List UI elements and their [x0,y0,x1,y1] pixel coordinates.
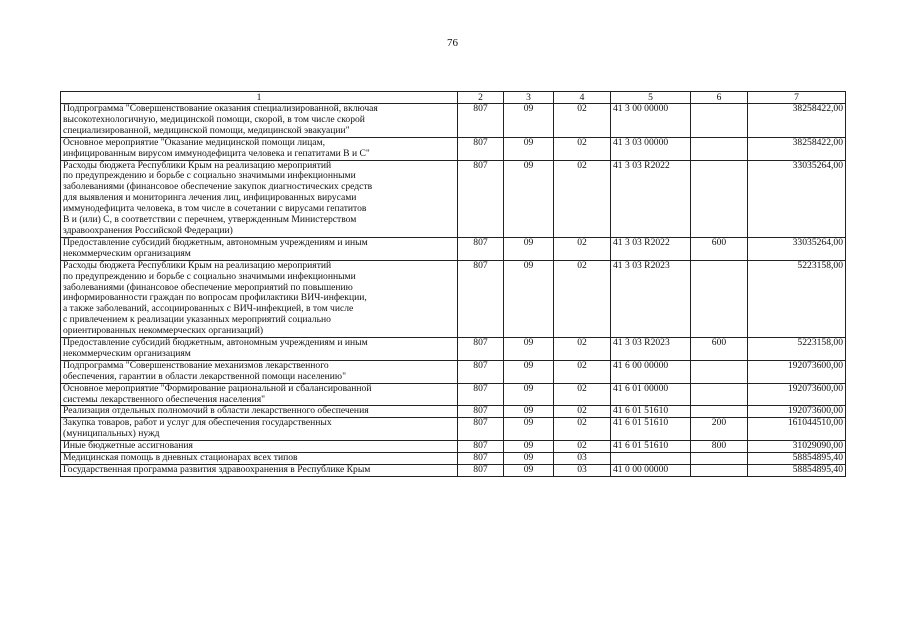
row-amount: 192073600,00 [748,383,846,406]
row-name-line: Расходы бюджета Республики Крым на реализацию мероприятий [63,159,332,171]
row-ved: 807 [458,360,504,383]
row-section: 09 [504,338,554,361]
row-section: 09 [504,237,554,260]
row-name-line: Реализация отдельных полномочий в области лекарственного обеспечения [63,405,369,417]
row-subsection: 02 [554,406,611,418]
table-row [61,441,846,453]
row-name-line: обеспечения, гарантии в области лекарственной помощи населению" [63,370,347,382]
row-ved: 807 [458,137,504,160]
row-subsection: 02 [554,360,611,383]
row-ved: 807 [458,237,504,260]
header-col-name: 1 [61,92,458,104]
row-name [61,465,458,477]
row-name-line: заболеваниями (финансовое обеспечение мероприятий по повышению [63,281,353,293]
row-name [61,418,458,441]
row-section: 09 [504,104,554,138]
row-ved: 807 [458,465,504,477]
row-name-line: инфицированным вирусом иммунодефицита человека и гепатитами В и С" [63,147,370,159]
row-target-article: 41 3 03 R2023 [611,260,691,337]
row-expense-type [691,383,748,406]
header-col-subsection: 4 [554,92,611,104]
row-section: 09 [504,418,554,441]
row-section: 09 [504,160,554,237]
row-name [61,453,458,465]
row-name-line: Основное мероприятие "Формирование рациональной и сбалансированной [63,382,372,394]
row-ved: 807 [458,418,504,441]
row-name [61,338,458,361]
row-name-line: высокотехнологичную, медицинской помощи, скорой, в том числе скорой [63,113,365,125]
row-subsection: 02 [554,104,611,138]
header-col-target-article: 5 [611,92,691,104]
row-target-article: 41 3 03 R2022 [611,237,691,260]
row-name-line: Расходы бюджета Республики Крым на реализацию мероприятий [63,259,332,271]
row-subsection: 02 [554,338,611,361]
row-name-line: Закупка товаров, работ и услуг для обеспечения государственных [63,417,332,429]
row-amount: 31029090,00 [748,441,846,453]
table-row [61,137,846,160]
row-subsection: 02 [554,160,611,237]
row-name-line: Подпрограмма "Совершенствование механизмов лекарственного [63,359,329,371]
row-section: 09 [504,383,554,406]
row-name [61,383,458,406]
row-amount: 38258422,00 [748,104,846,138]
table-body [61,104,846,477]
row-subsection: 02 [554,441,611,453]
row-subsection: 02 [554,383,611,406]
row-name [61,104,458,138]
row-target-article: 41 6 01 51610 [611,418,691,441]
row-name-line: а также заболеваний, ассоциированных с ВИЧ-инфекцией, в том числе [63,303,354,315]
row-amount: 161044510,00 [748,418,846,441]
row-subsection: 02 [554,418,611,441]
row-name-line: с привлечением к реализации указанных мероприятий социально [63,314,331,326]
row-name-line: заболеваниями (финансовое обеспечение закупок диагностических средств [63,181,373,193]
table-row [61,453,846,465]
row-name [61,360,458,383]
row-section: 09 [504,260,554,337]
row-name-line: Иные бюджетные ассигнования [63,440,193,452]
row-amount: 5223158,00 [748,260,846,337]
table-row [61,104,846,138]
row-expense-type [691,104,748,138]
budget-table [60,91,846,477]
row-amount: 192073600,00 [748,360,846,383]
row-amount: 33035264,00 [748,160,846,237]
row-name-line: иммунодефицита человека, в том числе в сочетании с вирусами гепатитов [63,203,367,215]
row-ved: 807 [458,104,504,138]
row-ved: 807 [458,260,504,337]
row-amount: 5223158,00 [748,338,846,361]
row-name-line: специализированной, медицинской помощи, медицинской эвакуации" [63,124,350,136]
row-target-article: 41 6 01 51610 [611,406,691,418]
row-amount: 58854895,40 [748,465,846,477]
header-col-ved: 2 [458,92,504,104]
row-ved: 807 [458,406,504,418]
row-name [61,160,458,237]
row-target-article: 41 3 00 00000 [611,104,691,138]
row-expense-type [691,160,748,237]
row-ved: 807 [458,160,504,237]
row-name-line: по предупреждению и борьбе с социально значимыми инфекционными [63,270,356,282]
page-number: 76 [447,37,458,49]
header-col-amount: 7 [748,92,846,104]
row-name [61,260,458,337]
row-expense-type [691,453,748,465]
row-section: 09 [504,465,554,477]
table-row [61,160,846,237]
row-name-line: (муниципальных) нужд [63,428,160,440]
row-expense-type [691,360,748,383]
row-name-line: некоммерческим организациям [63,347,191,359]
row-expense-type [691,260,748,337]
table-row [61,338,846,361]
row-expense-type [691,406,748,418]
header-col-expense-type: 6 [691,92,748,104]
row-section: 09 [504,406,554,418]
row-expense-type: 200 [691,418,748,441]
row-target-article: 41 6 00 00000 [611,360,691,383]
row-subsection: 02 [554,237,611,260]
row-target-article: 41 3 03 R2022 [611,160,691,237]
row-expense-type: 600 [691,338,748,361]
row-subsection: 03 [554,465,611,477]
row-name [61,237,458,260]
row-ved: 807 [458,383,504,406]
table-row [61,237,846,260]
row-name [61,441,458,453]
row-name-line: Подпрограмма "Совершенствование оказания специализированной, включая [63,103,378,114]
row-target-article: 41 0 00 00000 [611,465,691,477]
row-subsection: 02 [554,137,611,160]
row-section: 09 [504,360,554,383]
row-section: 09 [504,453,554,465]
row-name-line: Основное мероприятие "Оказание медицинской помощи лицам, [63,136,326,148]
row-amount: 38258422,00 [748,137,846,160]
row-name-line: Предоставление субсидий бюджетным, автономным учреждениям и иным [63,236,368,248]
table-row [61,383,846,406]
row-expense-type [691,137,748,160]
row-name [61,406,458,418]
row-name-line: здравоохранения Российской Федерации) [63,224,233,236]
row-section: 09 [504,441,554,453]
row-target-article [611,453,691,465]
table-row [61,260,846,337]
row-name-line: по предупреждению и борьбе с социально значимыми инфекционными [63,170,356,182]
row-expense-type [691,465,748,477]
row-name-line: для выявления и мониторинга лечения лиц, инфицированных вирусами [63,192,357,204]
row-name-line: информированности граждан по вопросам профилактики ВИЧ-инфекции, [63,292,367,304]
row-subsection: 02 [554,260,611,337]
row-expense-type: 600 [691,237,748,260]
row-section: 09 [504,137,554,160]
row-ved: 807 [458,338,504,361]
row-subsection: 03 [554,453,611,465]
row-name-line: Предоставление субсидий бюджетным, автономным учреждениям и иным [63,337,368,349]
row-target-article: 41 6 01 51610 [611,441,691,453]
row-name-line: системы лекарственного обеспечения населения" [63,393,266,405]
row-target-article: 41 6 01 00000 [611,383,691,406]
table-row [61,406,846,418]
row-expense-type: 800 [691,441,748,453]
row-target-article: 41 3 03 R2023 [611,338,691,361]
row-ved: 807 [458,441,504,453]
row-ved: 807 [458,453,504,465]
row-target-article: 41 3 03 00000 [611,137,691,160]
row-amount: 33035264,00 [748,237,846,260]
table-row [61,418,846,441]
row-name-line: Государственная программа развития здравоохранения в Республике Крым [63,464,371,475]
row-name-line: ориентированных некоммерческих организаций) [63,325,264,337]
row-amount: 192073600,00 [748,406,846,418]
table-row [61,465,846,477]
row-name-line: В и (или) С, в соответствии с перечнем, утвержденным Министерством [63,214,357,226]
row-name-line: некоммерческим организациям [63,247,191,259]
table-row [61,360,846,383]
row-name-line: Медицинская помощь в дневных стационарах всех типов [63,452,298,464]
header-col-section: 3 [504,92,554,104]
row-name [61,137,458,160]
row-amount: 58854895,40 [748,453,846,465]
header-row [61,92,846,104]
